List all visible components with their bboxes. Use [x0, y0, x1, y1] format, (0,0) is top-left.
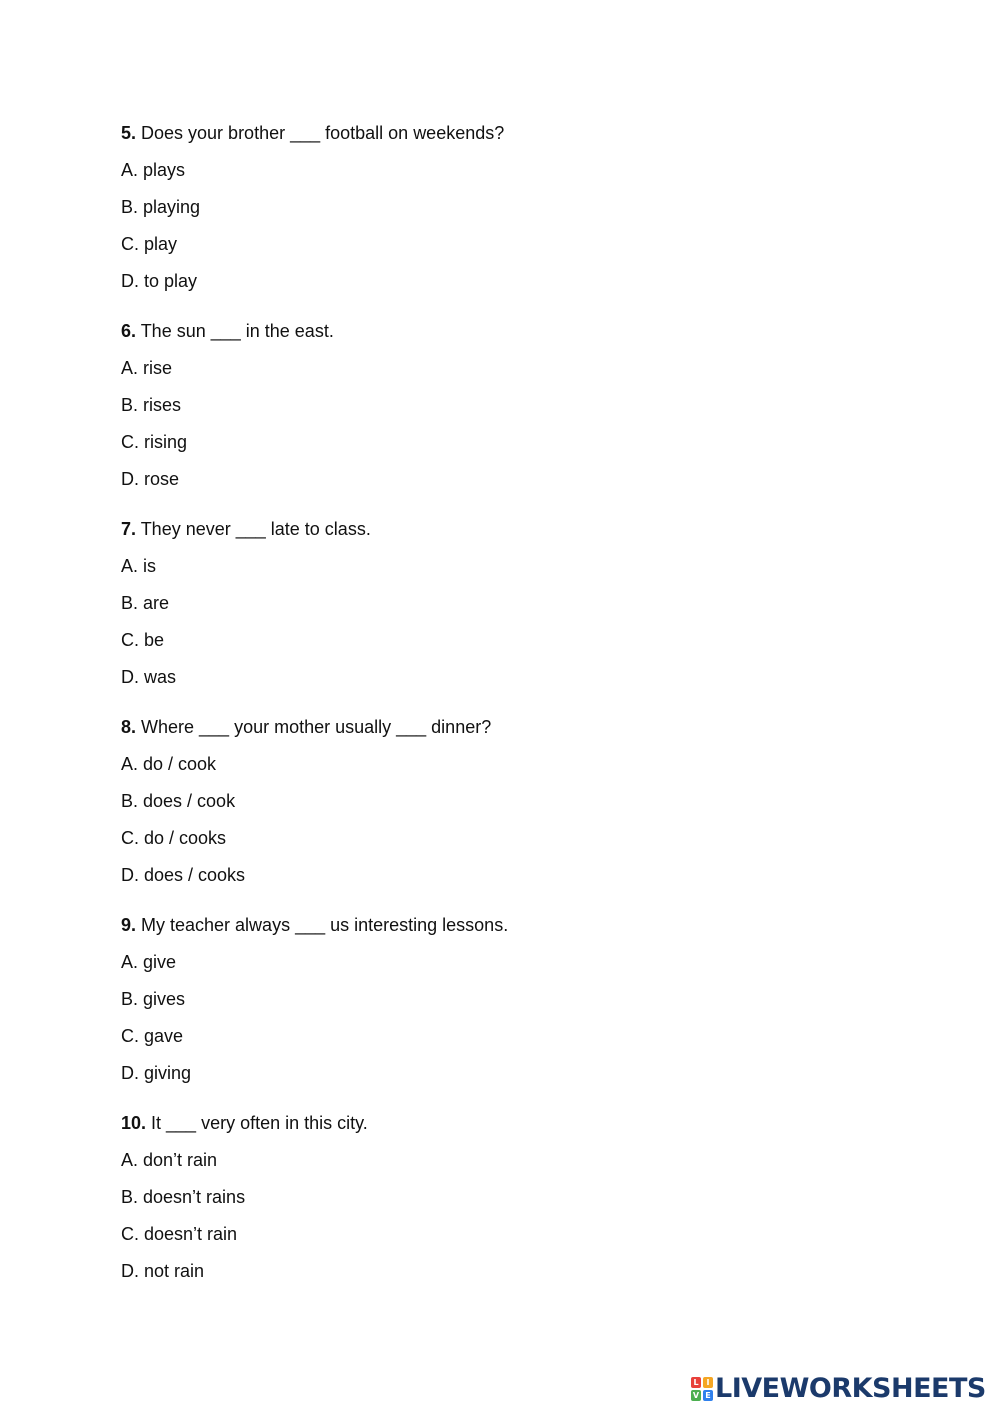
- option-d[interactable]: D. was: [121, 667, 177, 687]
- logo-cell: L: [691, 1377, 701, 1388]
- question-number: 8.: [121, 717, 137, 737]
- question-text: They never ___ late to class.: [136, 519, 371, 539]
- option-d[interactable]: D. rose: [121, 469, 180, 489]
- option-a[interactable]: A. don’t rain: [121, 1150, 218, 1170]
- liveworksheets-logo-icon: [691, 1377, 713, 1401]
- option-c[interactable]: C. rising: [121, 432, 188, 452]
- option-b[interactable]: B. are: [121, 593, 170, 613]
- logo-cell: E: [703, 1390, 713, 1401]
- option-d[interactable]: D. does / cooks: [121, 865, 246, 885]
- logo-cell: V: [692, 1391, 700, 1400]
- option-b[interactable]: B. does / cook: [121, 791, 236, 811]
- question-stem: [121, 319, 334, 343]
- question-stem: [121, 715, 491, 739]
- question-number: 5.: [121, 123, 137, 143]
- option-a[interactable]: A. is: [121, 556, 157, 576]
- question-number: 7.: [121, 519, 137, 539]
- question-number: 6.: [121, 321, 137, 341]
- brand-name: LIVEWORKSHEETS: [715, 1373, 986, 1404]
- question-text: Where ___ your mother usually ___ dinner?: [136, 717, 492, 737]
- logo-cell: I: [703, 1377, 713, 1388]
- option-b[interactable]: B. gives: [121, 989, 186, 1009]
- option-d[interactable]: D. giving: [121, 1063, 192, 1083]
- option-c[interactable]: C. be: [121, 630, 165, 650]
- option-c[interactable]: C. doesn’t rain: [121, 1224, 238, 1244]
- option-b[interactable]: B. doesn’t rains: [121, 1187, 246, 1207]
- option-a[interactable]: A. plays: [121, 160, 186, 180]
- question-stem: [121, 517, 371, 541]
- question-text: My teacher always ___ us interesting lessons.: [136, 915, 509, 935]
- question-number: 10.: [121, 1113, 147, 1133]
- option-c[interactable]: C. play: [121, 234, 178, 254]
- option-d[interactable]: D. to play: [121, 271, 198, 291]
- question-stem: [121, 121, 504, 145]
- question-text: It ___ very often in this city.: [146, 1113, 368, 1133]
- option-c[interactable]: C. gave: [121, 1026, 184, 1046]
- option-b[interactable]: B. playing: [121, 197, 201, 217]
- option-d[interactable]: D. not rain: [121, 1261, 205, 1281]
- liveworksheets-brand[interactable]: [691, 1372, 986, 1406]
- option-a[interactable]: A. give: [121, 952, 177, 972]
- option-c[interactable]: C. do / cooks: [121, 828, 227, 848]
- option-a[interactable]: A. do / cook: [121, 754, 217, 774]
- question-number: 9.: [121, 915, 137, 935]
- question-text: Does your brother ___ football on weekends?: [136, 123, 505, 143]
- option-b[interactable]: B. rises: [121, 395, 182, 415]
- question-stem: [121, 913, 508, 937]
- question-stem: [121, 1111, 368, 1135]
- question-text: The sun ___ in the east.: [136, 321, 334, 341]
- option-a[interactable]: A. rise: [121, 358, 173, 378]
